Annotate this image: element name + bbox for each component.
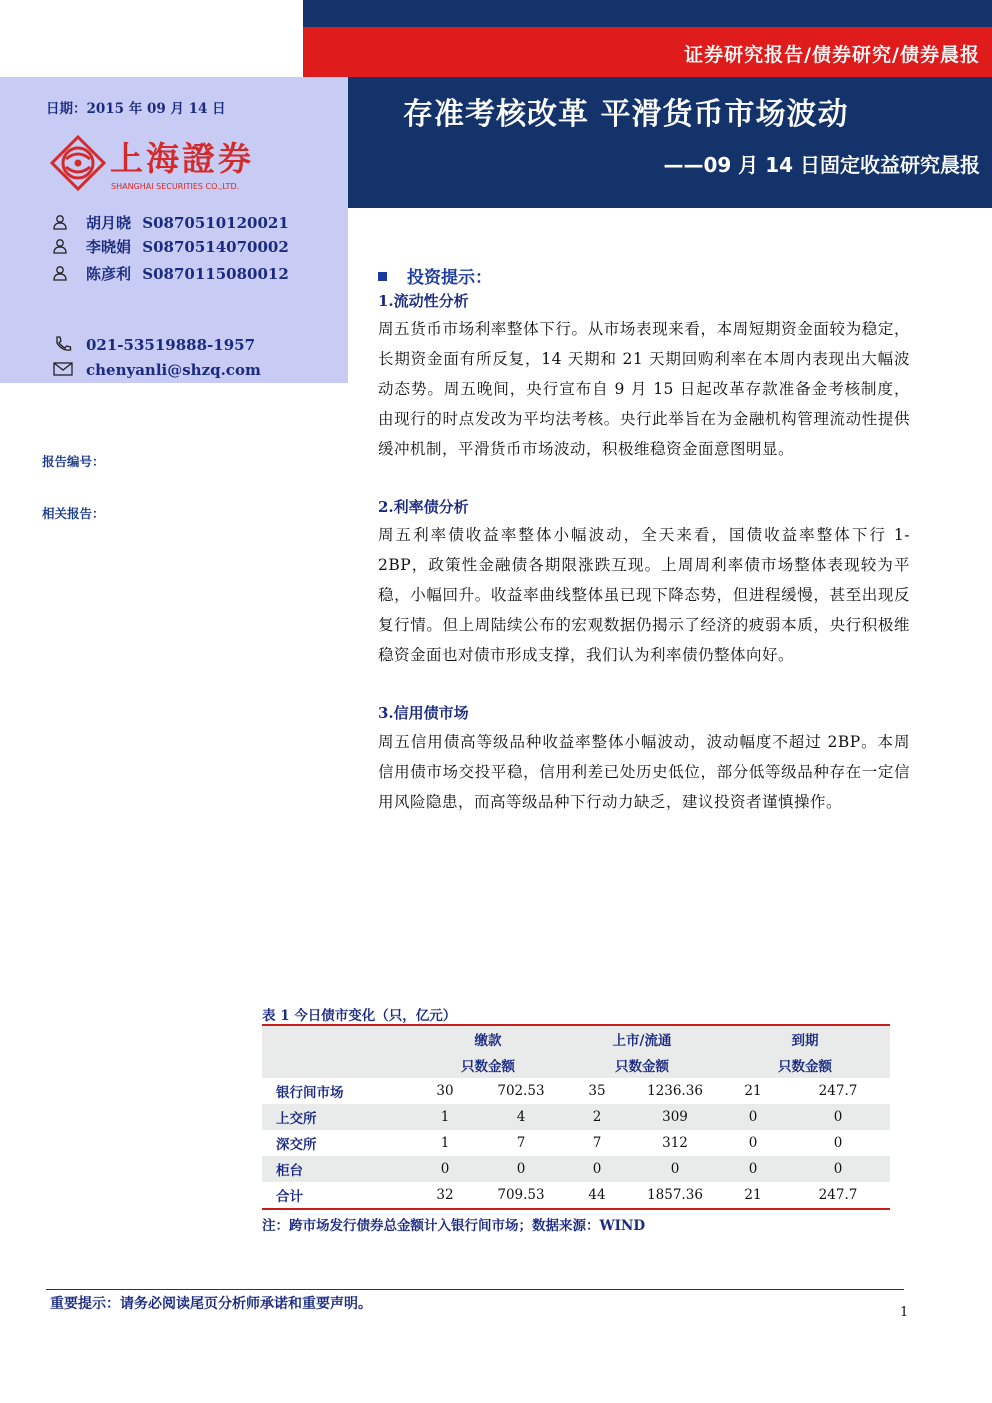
logo-emblem-icon	[48, 132, 288, 194]
table-cell: 7	[592, 1135, 602, 1151]
analyst-row	[52, 236, 289, 257]
table-cell: 702.53	[497, 1083, 545, 1099]
table-cell: 0	[748, 1135, 758, 1151]
table-cell: 247.7	[786, 1182, 890, 1209]
table-cell: 0	[720, 1104, 786, 1130]
title-banner	[303, 77, 992, 208]
phone-row	[52, 335, 255, 354]
analyst-code: S0870514070002	[142, 238, 289, 256]
table-row	[262, 1182, 890, 1209]
table-cell: 4	[478, 1104, 564, 1130]
table-cell: 0	[564, 1156, 630, 1182]
header-payment: 缴款	[412, 1025, 564, 1052]
table-row	[262, 1130, 890, 1156]
analyst-row	[52, 263, 289, 284]
credit-bond-paragraph: 周五信用债高等级品种收益率整体小幅波动，波动幅度不超过 2BP。本周信用债市场交投平稳，信用利差已处历史低位，部分低等级品种存在一定信用风险隐患，而高等级品种下行动力缺乏，建议投资者谨慎操作。	[378, 733, 910, 811]
table-caption: 表 1 今日债市变化（只，亿元）	[262, 1008, 457, 1024]
analyst-code: S0870115080012	[142, 265, 289, 283]
person-icon	[52, 238, 68, 254]
table-cell: 0	[786, 1156, 890, 1182]
subheader-count-amount: 只数金额	[720, 1052, 890, 1078]
header-top-strip	[303, 0, 992, 27]
table-cell: 1	[440, 1135, 450, 1151]
square-bullet-icon	[378, 272, 387, 281]
email-row	[52, 360, 261, 379]
table-cell: 0	[478, 1156, 564, 1182]
row-label: 柜台	[262, 1156, 412, 1182]
table-row	[262, 1156, 890, 1182]
report-date: 日期：2015 年 09 月 14 日	[46, 101, 226, 117]
liquidity-paragraph: 周五货币市场利率整体下行。从市场表现来看，本周短期资金面较为稳定，长期资金面有所反复，14 天期和 21 天期回购利率在本周内表现出大幅波动态势。周五晚间，央行宣布自 9 月 15 日起改革存款准备金考核制度，由现行的时点发改为平均法考核。央行此举旨在为金融机构管理流动性提供缓冲机制，平滑货币市场波动，积极维稳资金面意图明显。	[378, 320, 910, 458]
person-icon	[52, 214, 68, 230]
table-row	[262, 1104, 890, 1130]
table-cell: 32	[412, 1182, 478, 1209]
report-subtitle: ——09 月 14 日固定收益研究晨报	[663, 153, 980, 177]
header-maturity: 到期	[720, 1025, 890, 1052]
footer-divider	[46, 1289, 904, 1290]
analyst-name: 李晓娟	[86, 238, 132, 256]
analyst-code: S0870510120021	[142, 214, 289, 232]
svg-text:上海證券: 上海證券	[110, 139, 254, 178]
table-cell: 1	[412, 1104, 478, 1130]
report-number-label: 报告编号：	[42, 454, 105, 469]
subheader-count-amount: 只数金额	[412, 1052, 564, 1078]
table-cell: 2	[564, 1104, 630, 1130]
footer-disclaimer: 重要提示：请务必阅读尾页分析师承诺和重要声明。	[50, 1296, 372, 1312]
phone-icon	[52, 335, 74, 353]
report-title: 存准考核改革 平滑货币市场波动	[403, 97, 849, 132]
table-row	[262, 1078, 890, 1104]
bond-market-table	[262, 1024, 890, 1210]
table-cell: 21	[720, 1182, 786, 1209]
subheader-empty-cell	[262, 1052, 412, 1078]
subheader-count-amount: 只数金额	[564, 1052, 720, 1078]
row-label: 深交所	[276, 1137, 317, 1153]
table-cell: 312	[662, 1135, 688, 1151]
analyst-row	[52, 212, 289, 233]
svg-text:SHANGHAI SECURITIES CO.,LTD.: SHANGHAI SECURITIES CO.,LTD.	[111, 182, 240, 191]
header-listing: 上市/流通	[564, 1025, 720, 1052]
rate-bond-heading: 2.利率债分析	[378, 498, 469, 516]
table-cell: 35	[588, 1083, 606, 1099]
phone-number: 021-53519888-1957	[86, 336, 256, 354]
table-cell: 0	[786, 1104, 890, 1130]
section-title-text: 投资提示：	[407, 268, 492, 288]
table-cell: 0	[630, 1156, 720, 1182]
analyst-name: 胡月晓	[86, 214, 132, 232]
header-empty-cell	[262, 1025, 412, 1052]
company-logo	[48, 132, 288, 194]
row-label: 上交所	[262, 1104, 412, 1130]
table-cell: 1236.36	[647, 1083, 703, 1099]
page-number: 1	[900, 1305, 909, 1320]
table-cell: 21	[744, 1083, 762, 1099]
row-label: 合计	[262, 1182, 412, 1209]
table-note: 注：跨市场发行债券总金额计入银行间市场；数据来源：WIND	[262, 1218, 646, 1234]
table-cell: 709.53	[478, 1182, 564, 1209]
table-cell: 0	[720, 1156, 786, 1182]
investment-tips-heading	[378, 263, 492, 288]
related-reports-label: 相关报告：	[42, 506, 105, 521]
analyst-name: 陈彦利	[86, 265, 132, 283]
table-cell: 0	[833, 1135, 843, 1151]
rate-bond-paragraph: 周五利率债收益率整体小幅波动，全天来看，国债收益率整体下行 1-2BP，政策性金融债各期限涨跌互现。上周周利率债市场整体表现较为平稳，小幅回升。收益率曲线整体虽已现下降态势，但进程缓慢，甚至出现反复行情。但上周陆续公布的宏观数据仍揭示了经济的疲弱本质，央行积极维稳资金面也对债市形成支撑，我们认为利率债仍整体向好。	[378, 526, 910, 664]
category-band	[303, 27, 992, 77]
email-address[interactable]: chenyanli@shzq.com	[86, 361, 261, 379]
envelope-icon	[52, 360, 74, 378]
row-label: 银行间市场	[276, 1085, 344, 1101]
table-cell: 7	[516, 1135, 526, 1151]
table-cell: 0	[412, 1156, 478, 1182]
table-cell: 247.7	[818, 1083, 858, 1099]
table-header-row	[262, 1025, 890, 1052]
info-panel	[0, 77, 348, 383]
person-icon	[52, 265, 68, 281]
report-category: 证券研究报告/债券研究/债券晨报	[684, 44, 980, 66]
liquidity-heading: 1.流动性分析	[378, 292, 469, 310]
table-cell: 44	[564, 1182, 630, 1209]
credit-bond-heading: 3.信用债市场	[378, 704, 469, 722]
table-cell: 30	[436, 1083, 454, 1099]
table-cell: 1857.36	[630, 1182, 720, 1209]
table-subheader-row	[262, 1052, 890, 1078]
table-cell: 309	[630, 1104, 720, 1130]
